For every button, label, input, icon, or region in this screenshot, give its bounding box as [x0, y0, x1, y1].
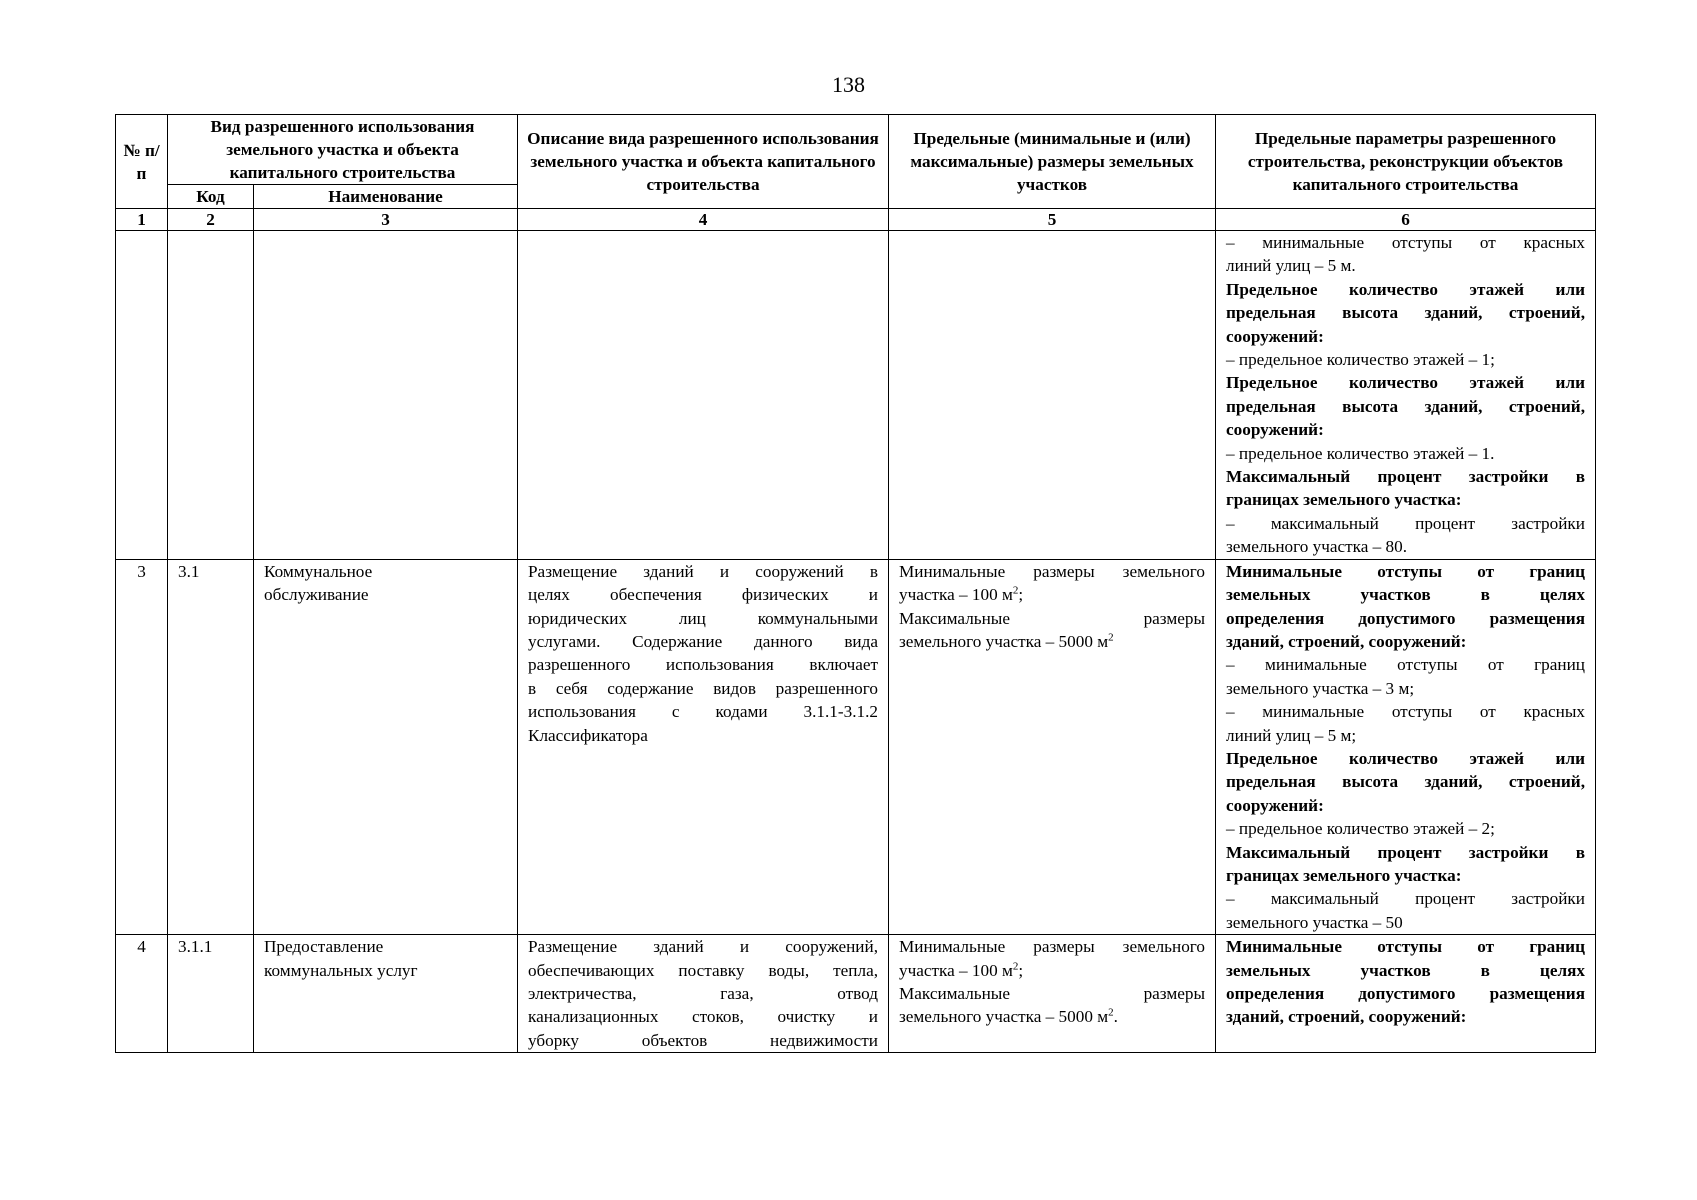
cell-code: 3.1.1 — [168, 935, 254, 1053]
cell-name — [254, 935, 518, 1053]
param-line: Минимальные отступы от границ — [1226, 937, 1585, 957]
column-number: 1 — [116, 209, 168, 231]
param-line: – максимальный процент застройки — [1226, 889, 1585, 909]
column-number: 2 — [168, 209, 254, 231]
param-line: линий улиц – 5 м. — [1226, 256, 1356, 276]
description-line: юридических лиц коммунальными — [528, 608, 878, 628]
description-line: уборку объектов недвижимости — [528, 1030, 878, 1050]
header-description: Описание вида разрешенного использования земельного участка и объекта капитального строительства — [518, 115, 889, 209]
sizes-line: участка – 100 $м^2$; — [899, 959, 1024, 980]
param-line: – предельное количество этажей – 2; — [1226, 819, 1495, 839]
description-line: Размещение зданий и сооружений, — [528, 937, 878, 957]
cell-description — [518, 231, 889, 560]
param-line: сооружений: — [1226, 420, 1324, 440]
page-number: 138 — [832, 72, 865, 97]
header-sizes: Предельные (минимальные и (или) максимальные) размеры земельных участков — [889, 115, 1216, 209]
cell-name — [254, 231, 518, 560]
param-line: Максимальный процент застройки в — [1226, 842, 1585, 862]
header-name: Наименование — [254, 185, 518, 209]
param-line: сооружений: — [1226, 326, 1324, 346]
param-line: Максимальный процент застройки в — [1226, 467, 1585, 487]
sizes-line: участка – 100 $м^2$; — [899, 584, 1024, 605]
header-code: Код — [168, 185, 254, 209]
cell-description — [518, 559, 889, 935]
param-line: границах земельного участка: — [1226, 490, 1462, 510]
column-number: 6 — [1216, 209, 1596, 231]
cell-code: 3.1 — [168, 559, 254, 935]
param-line: – минимальные отступы от границ — [1226, 655, 1585, 675]
description-line: разрешенного использования включает — [528, 655, 878, 675]
table-row-continuation — [116, 231, 1596, 560]
name-line: Предоставление — [264, 937, 384, 957]
name-line: коммунальных услуг — [264, 960, 418, 980]
cell-description — [518, 935, 889, 1053]
cell-sizes — [889, 935, 1216, 1053]
cell-num — [116, 231, 168, 560]
sizes-line: земельного участка – 5000 $м^2$. — [899, 1006, 1118, 1027]
description-line: электричества, газа, отвод — [528, 984, 878, 1003]
column-number: 5 — [889, 209, 1216, 231]
header-use-group: Вид разрешенного использования земельного участка и объекта капитального строительства — [168, 115, 518, 185]
param-line: – предельное количество этажей – 1. — [1226, 443, 1495, 463]
column-numbers-row — [116, 209, 1596, 231]
param-line: земельного участка – 3 м; — [1226, 678, 1415, 698]
table-row — [116, 559, 1596, 935]
description-line: в себя содержание видов разрешенного — [528, 678, 878, 698]
param-line: предельная высота зданий, строений, — [1226, 396, 1585, 416]
cell-params — [1216, 559, 1596, 935]
param-line: зданий, строений, сооружений: — [1226, 631, 1467, 651]
param-line: – предельное количество этажей – 1; — [1226, 350, 1495, 370]
description-line: канализационных стоков, очистку и — [528, 1007, 878, 1027]
sizes-line: Максимальные размеры — [899, 984, 1205, 1003]
param-line: земельных участков в целях — [1226, 585, 1585, 605]
sizes-line: земельного участка – 5000 $м^2$ — [899, 631, 1114, 651]
description-line: услугами. Содержание данного вида — [528, 631, 878, 651]
param-line: земельного участка – 80. — [1226, 537, 1408, 557]
cell-params — [1216, 231, 1596, 560]
description-line: целях обеспечения физических и — [528, 585, 878, 605]
param-line: предельная высота зданий, строений, — [1226, 772, 1585, 792]
description-line: использования с кодами 3.1.1-3.1.2 — [528, 702, 878, 722]
description-line: Классификатора — [528, 725, 648, 745]
param-line: – минимальные отступы от красных — [1226, 702, 1585, 722]
cell-sizes — [889, 559, 1216, 935]
param-line: Предельное количество этажей или — [1226, 748, 1585, 768]
description-line: обеспечивающих поставку воды, тепла, — [528, 960, 878, 980]
sizes-line: Максимальные размеры — [899, 608, 1205, 628]
param-line: зданий, строений, сооружений: — [1226, 1007, 1467, 1027]
param-line: Минимальные отступы от границ — [1226, 561, 1585, 581]
param-line: границах земельного участка: — [1226, 865, 1462, 885]
param-line: предельная высота зданий, строений, — [1226, 303, 1585, 323]
description-line: Размещение зданий и сооружений в — [528, 561, 878, 581]
param-line: земельного участка – 50 — [1226, 912, 1403, 932]
header-num: № п/п — [116, 115, 168, 209]
cell-params — [1216, 935, 1596, 1053]
cell-sizes — [889, 231, 1216, 560]
param-line: определения допустимого размещения — [1226, 608, 1585, 628]
param-line: линий улиц – 5 м; — [1226, 725, 1357, 745]
column-number: 4 — [518, 209, 889, 231]
sizes-line: Минимальные размеры земельного — [899, 561, 1205, 581]
cell-num: 3 — [116, 559, 168, 935]
param-line: Предельное количество этажей или — [1226, 279, 1585, 299]
table-row — [116, 935, 1596, 1053]
param-line: – минимальные отступы от красных — [1226, 233, 1585, 252]
param-line: земельных участков в целях — [1226, 960, 1585, 980]
cell-code — [168, 231, 254, 560]
land-use-table — [115, 114, 1596, 1053]
cell-name — [254, 559, 518, 935]
name-line: обслуживание — [264, 585, 369, 605]
param-line: определения допустимого размещения — [1226, 984, 1585, 1003]
column-number: 3 — [254, 209, 518, 231]
name-line: Коммунальное — [264, 561, 373, 581]
sizes-line: Минимальные размеры земельного — [899, 937, 1205, 957]
param-line: сооружений: — [1226, 795, 1324, 815]
param-line: – максимальный процент застройки — [1226, 513, 1585, 533]
param-line: Предельное количество этажей или — [1226, 373, 1585, 393]
cell-num: 4 — [116, 935, 168, 1053]
header-params: Предельные параметры разрешенного строительства, реконструкции объектов капитального строительства — [1216, 115, 1596, 209]
